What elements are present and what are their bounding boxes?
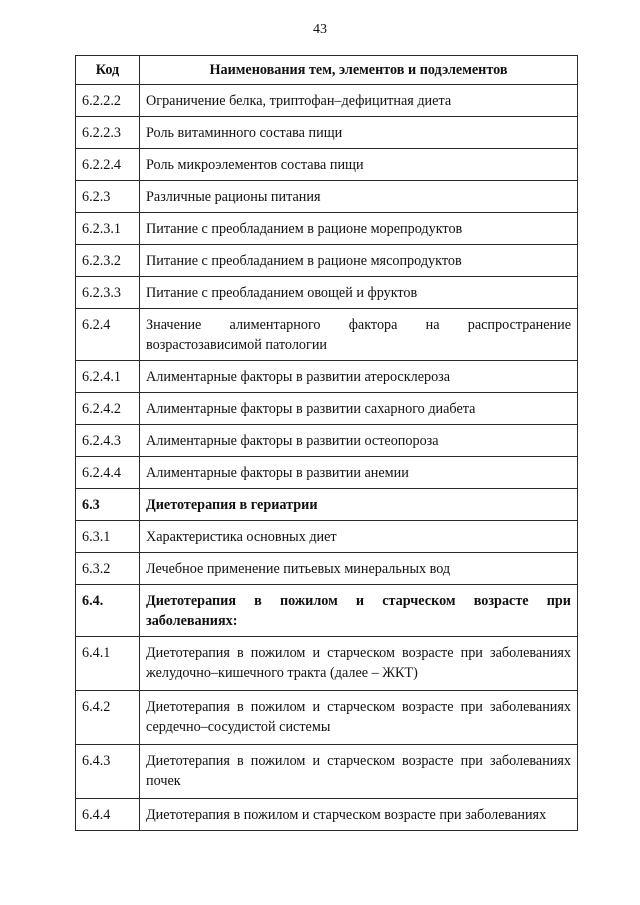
table-body xyxy=(76,85,578,831)
row-name: Роль витаминного состава пищи xyxy=(140,117,578,149)
row-code: 6.2.4 xyxy=(76,309,140,361)
row-name: Роль микроэлементов состава пищи xyxy=(140,149,578,181)
row-code: 6.2.4.3 xyxy=(76,425,140,457)
curriculum-table xyxy=(75,55,578,831)
row-name: Питание с преобладанием овощей и фруктов xyxy=(140,277,578,309)
row-name: Диетотерапия в пожилом и старческом возрасте при заболеваниях сердечно–сосудистой системы xyxy=(140,691,578,745)
table-row xyxy=(76,489,578,521)
row-name: Лечебное применение питьевых минеральных вод xyxy=(140,553,578,585)
table-row xyxy=(76,691,578,745)
header-name: Наименования тем, элементов и подэлементов xyxy=(140,56,578,85)
table-row xyxy=(76,117,578,149)
table-row xyxy=(76,585,578,637)
table-row xyxy=(76,457,578,489)
row-code: 6.2.2.4 xyxy=(76,149,140,181)
row-name: Характеристика основных диет xyxy=(140,521,578,553)
row-name: Диетотерапия в пожилом и старческом возрасте при заболеваниях почек xyxy=(140,745,578,799)
table-row xyxy=(76,181,578,213)
row-code: 6.4.4 xyxy=(76,799,140,831)
row-name: Алиментарные факторы в развитии сахарного диабета xyxy=(140,393,578,425)
table-row xyxy=(76,521,578,553)
row-code: 6.2.4.2 xyxy=(76,393,140,425)
table-header-row xyxy=(76,56,578,85)
row-code: 6.2.3 xyxy=(76,181,140,213)
table-row xyxy=(76,425,578,457)
table-row xyxy=(76,393,578,425)
row-name: Алиментарные факторы в развитии остеопороза xyxy=(140,425,578,457)
table-row xyxy=(76,553,578,585)
row-name: Диетотерапия в гериатрии xyxy=(140,489,578,521)
table-row xyxy=(76,799,578,831)
row-code: 6.4.2 xyxy=(76,691,140,745)
table-row xyxy=(76,361,578,393)
table-row xyxy=(76,149,578,181)
row-code: 6.3.1 xyxy=(76,521,140,553)
table-row xyxy=(76,745,578,799)
row-code: 6.3 xyxy=(76,489,140,521)
row-name: Диетотерапия в пожилом и старческом возрасте при заболеваниях: xyxy=(140,585,578,637)
table-row xyxy=(76,637,578,691)
row-code: 6.2.4.4 xyxy=(76,457,140,489)
header-code: Код xyxy=(76,56,140,85)
row-code: 6.4.3 xyxy=(76,745,140,799)
row-name: Значение алиментарного фактора на распространение возрастозависимой патологии xyxy=(140,309,578,361)
page-number: 43 xyxy=(313,22,327,37)
table-row xyxy=(76,85,578,117)
row-name: Ограничение белка, триптофан–дефицитная диета xyxy=(140,85,578,117)
row-name: Алиментарные факторы в развитии анемии xyxy=(140,457,578,489)
row-name: Питание с преобладанием в рационе мясопродуктов xyxy=(140,245,578,277)
table-row xyxy=(76,245,578,277)
row-name: Различные рационы питания xyxy=(140,181,578,213)
row-code: 6.3.2 xyxy=(76,553,140,585)
table-row xyxy=(76,309,578,361)
table-row xyxy=(76,277,578,309)
row-name: Диетотерапия в пожилом и старческом возрасте при заболеваниях xyxy=(140,799,578,831)
row-code: 6.2.2.3 xyxy=(76,117,140,149)
row-code: 6.2.4.1 xyxy=(76,361,140,393)
row-code: 6.4.1 xyxy=(76,637,140,691)
row-name: Питание с преобладанием в рационе морепродуктов xyxy=(140,213,578,245)
table-row xyxy=(76,213,578,245)
row-code: 6.2.2.2 xyxy=(76,85,140,117)
row-code: 6.2.3.2 xyxy=(76,245,140,277)
row-name: Алиментарные факторы в развитии атеросклероза xyxy=(140,361,578,393)
row-code: 6.4. xyxy=(76,585,140,637)
row-name: Диетотерапия в пожилом и старческом возрасте при заболеваниях желудочно–кишечного тракта (далее – ЖКТ) xyxy=(140,637,578,691)
row-code: 6.2.3.3 xyxy=(76,277,140,309)
row-code: 6.2.3.1 xyxy=(76,213,140,245)
